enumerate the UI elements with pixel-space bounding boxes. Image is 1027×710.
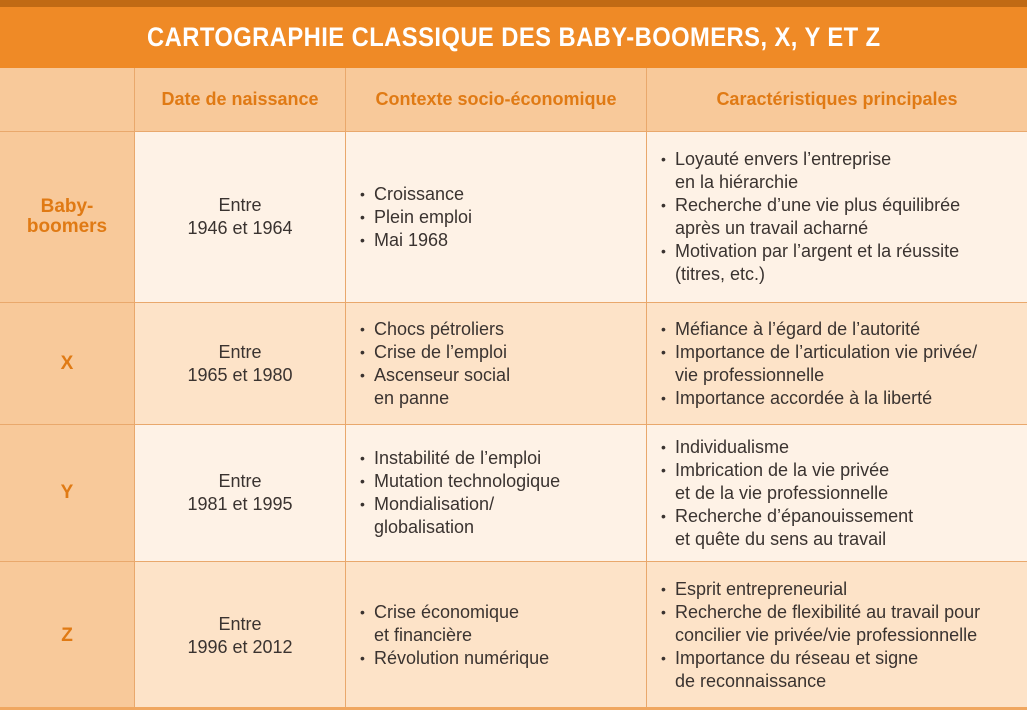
characteristic-item: • Individualisme: [661, 436, 1027, 459]
characteristics-cell: [647, 132, 1027, 303]
row-label-y: Y: [0, 425, 135, 562]
context-list: [360, 183, 646, 252]
context-list: [360, 447, 646, 539]
characteristic-item: • Motivation par l’argent et la réussite (titres, etc.): [661, 240, 1027, 286]
context-list: [360, 601, 646, 670]
context-list: [360, 318, 646, 410]
header-birth-date: Date de naissance: [135, 68, 346, 132]
characteristics-cell: [647, 562, 1027, 710]
characteristic-item: • Importance accordée à la liberté: [661, 387, 1027, 410]
context-cell: [346, 303, 647, 425]
row-label-x: X: [0, 303, 135, 425]
header-empty: [0, 68, 135, 132]
context-item: • Mai 1968: [360, 229, 646, 252]
characteristics-list: [661, 436, 1027, 551]
characteristics-cell: [647, 303, 1027, 425]
characteristics-list: [661, 578, 1027, 693]
top-strip: [0, 0, 1027, 7]
context-item: • Ascenseur social en panne: [360, 364, 646, 410]
characteristic-item: • Importance de l’articulation vie privée/ vie professionnelle: [661, 341, 1027, 387]
characteristics-list: [661, 318, 1027, 410]
context-item: • Révolution numérique: [360, 647, 646, 670]
context-item: • Croissance: [360, 183, 646, 206]
characteristic-item: • Recherche de flexibilité au travail pour concilier vie privée/vie professionnelle: [661, 601, 1027, 647]
birth-date-cell: [135, 303, 346, 425]
context-item: • Mondialisation/ globalisation: [360, 493, 646, 539]
birth-date-cell: [135, 425, 346, 562]
generations-table: [0, 68, 1027, 710]
birth-date-line2: 1996 et 2012: [187, 636, 293, 657]
birth-date-line1: Entre: [218, 195, 262, 215]
context-cell: [346, 562, 647, 710]
birth-date-line1: Entre: [218, 613, 262, 634]
header-context: Contexte socio-économique: [346, 68, 647, 132]
birth-date-line2: 1946 et 1964: [187, 218, 293, 238]
characteristic-item: • Importance du réseau et signe de reconnaissance: [661, 647, 1027, 693]
row-label-baby-boomers: Baby- boomers: [0, 132, 135, 303]
characteristics-list: [661, 148, 1027, 286]
context-item: • Crise de l’emploi: [360, 341, 646, 364]
characteristic-item: • Méfiance à l’égard de l’autorité: [661, 318, 1027, 341]
table-title: [0, 7, 1027, 68]
birth-date-cell: [135, 562, 346, 710]
context-item: • Instabilité de l’emploi: [360, 447, 646, 470]
context-item: • Plein emploi: [360, 206, 646, 229]
context-cell: [346, 425, 647, 562]
row-label-z: Z: [0, 562, 135, 710]
header-characteristics: Caractéristiques principales: [647, 68, 1027, 132]
birth-date-cell: [135, 132, 346, 303]
table-title-text: CARTOGRAPHIE CLASSIQUE DES BABY-BOOMERS, X, Y ET Z: [146, 22, 881, 52]
birth-date-line1: Entre: [218, 471, 262, 491]
characteristic-item: • Loyauté envers l’entreprise en la hiérarchie: [661, 148, 1027, 194]
birth-date-line2: 1981 et 1995: [187, 494, 293, 514]
context-item: • Chocs pétroliers: [360, 318, 646, 341]
context-item: • Mutation technologique: [360, 470, 646, 493]
characteristic-item: • Recherche d’une vie plus équilibrée après un travail acharné: [661, 194, 1027, 240]
characteristic-item: • Imbrication de la vie privée et de la vie professionnelle: [661, 459, 1027, 505]
context-item: • Crise économique et financière: [360, 601, 646, 647]
context-cell: [346, 132, 647, 303]
characteristics-cell: [647, 425, 1027, 562]
characteristic-item: • Recherche d’épanouissement et quête du sens au travail: [661, 505, 1027, 551]
birth-date-line1: Entre: [218, 341, 262, 362]
birth-date-line2: 1965 et 1980: [187, 364, 293, 385]
characteristic-item: • Esprit entrepreneurial: [661, 578, 1027, 601]
